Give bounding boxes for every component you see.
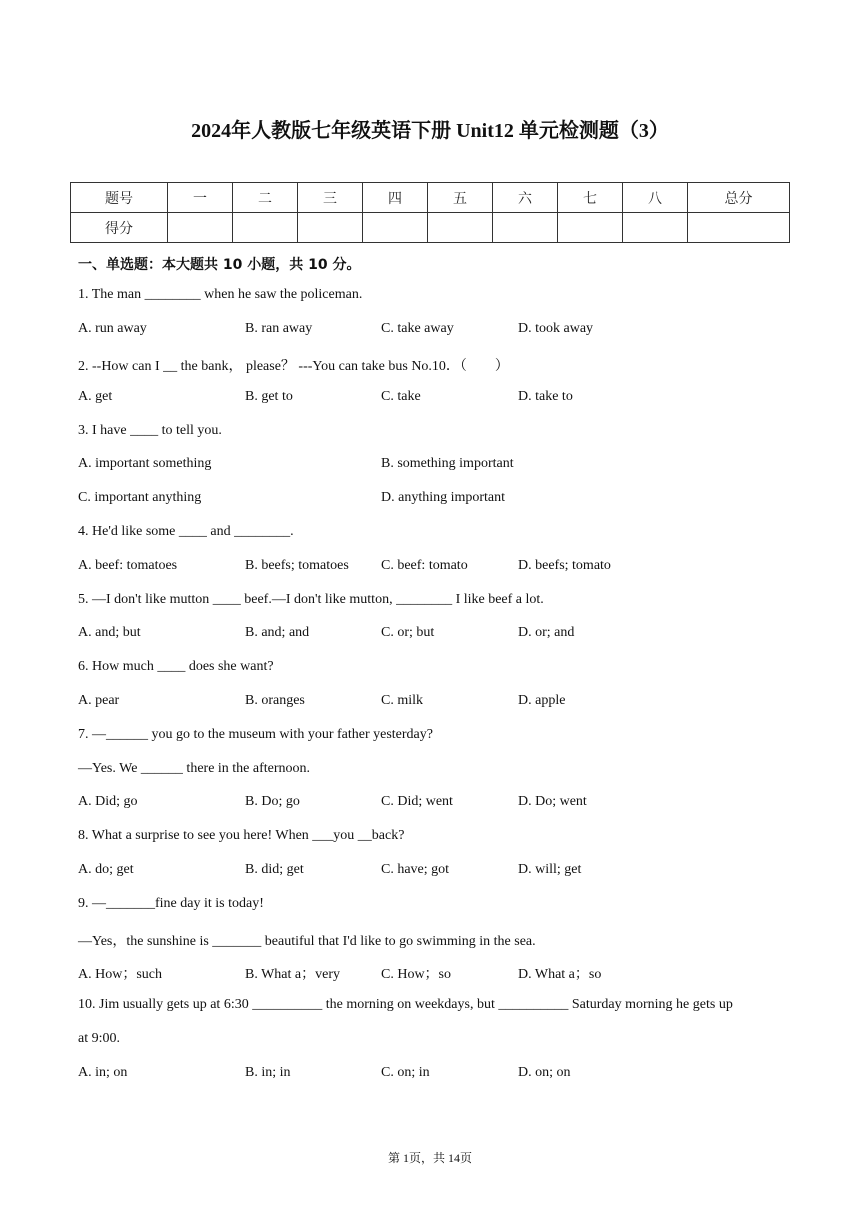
question-stem: 9. —_______fine day it is today! [78,896,264,911]
score-input-cell[interactable] [623,213,688,243]
question-stem: 7. —______ you go to the museum with your father yesterday? [78,727,433,742]
option: A. beef: tomatoes [78,558,178,573]
score-table [70,182,790,243]
table-cell: 题号 [71,183,168,213]
option: B. in; in [245,1065,291,1080]
question-stem: 10. Jim usually gets up at 6:30 __________ the morning on weekdays, but __________ Saturday morning he gets up [78,997,733,1012]
question-stem: 4. He'd like some ____ and ________. [78,524,294,539]
question-stem-continued: —Yes. We ______ there in the afternoon. [78,761,311,776]
option: D. What a；so [518,967,602,982]
option: C. or; but [381,625,435,640]
table-cell: 七 [558,183,623,213]
score-input-cell[interactable] [363,213,428,243]
option: B. What a；very [245,967,340,982]
table-cell: 三 [298,183,363,213]
option: C. milk [381,693,424,708]
option: D. take to [518,389,573,404]
document-title: 2024年人教版七年级英语下册 Unit12 单元检测题（3） [191,120,669,142]
option: A. Did; go [78,794,138,809]
option: A. in; on [78,1065,128,1080]
option: C. Did; went [381,794,453,809]
question-stem: 8. What a surprise to see you here! When ___you __back? [78,828,405,843]
option: B. Do; go [245,794,300,809]
option: B. something important [381,456,514,471]
score-table-header-row [71,183,790,213]
score-table-score-row [71,213,790,243]
option: D. apple [518,693,566,708]
option: A. pear [78,693,120,708]
table-cell: 得分 [71,213,168,243]
question-stem: 2. --How can I __ the bank， please？ ---You can take bus No.10．（ ） [78,359,509,374]
option: B. beefs; tomatoes [245,558,349,573]
option: C. beef: tomato [381,558,468,573]
option: A. run away [78,321,147,336]
table-cell: 六 [493,183,558,213]
option: C. on; in [381,1065,430,1080]
option: C. important anything [78,490,202,505]
table-cell: 五 [428,183,493,213]
score-input-cell[interactable] [428,213,493,243]
question-stem: 5. —I don't like mutton ____ beef.—I don't like mutton, ________ I like beef a lot. [78,592,544,607]
question-stem: 1. The man ________ when he saw the policeman. [78,287,363,302]
option: C. How；so [381,967,452,982]
option: A. and; but [78,625,141,640]
page-footer: 第 1页，共 14页 [387,1151,472,1165]
table-cell: 总分 [688,183,790,213]
option: D. or; and [518,625,575,640]
option: C. take [381,389,421,404]
table-cell: 二 [233,183,298,213]
option: B. did; get [245,862,304,877]
question-stem: 3. I have ____ to tell you. [78,423,222,438]
option: B. ran away [245,321,313,336]
option: D. on; on [518,1065,571,1080]
option: A. How；such [78,967,162,982]
option: D. took away [518,321,594,336]
section-heading: 一、单选题：本大题共 10 小题，共 10 分。 [78,257,361,273]
option: A. important something [78,456,212,471]
score-input-cell[interactable] [233,213,298,243]
table-cell: 四 [363,183,428,213]
score-input-cell[interactable] [298,213,363,243]
table-cell: 一 [168,183,233,213]
option: C. take away [381,321,454,336]
option: C. have; got [381,862,450,877]
option: B. get to [245,389,293,404]
score-input-cell[interactable] [493,213,558,243]
question-stem: 6. How much ____ does she want? [78,659,274,674]
table-cell: 八 [623,183,688,213]
option: D. beefs; tomato [518,558,611,573]
score-input-cell[interactable] [558,213,623,243]
score-input-cell[interactable] [688,213,790,243]
option: A. do; get [78,862,134,877]
option: B. oranges [245,693,305,708]
option: A. get [78,389,113,404]
option: B. and; and [245,625,310,640]
option: D. will; get [518,862,582,877]
question-stem-continued: —Yes，the sunshine is _______ beautiful that I'd like to go swimming in the sea. [78,934,536,949]
option: D. Do; went [518,794,587,809]
option: D. anything important [381,490,506,505]
question-stem-continued: at 9:00. [78,1031,120,1046]
score-input-cell[interactable] [168,213,233,243]
